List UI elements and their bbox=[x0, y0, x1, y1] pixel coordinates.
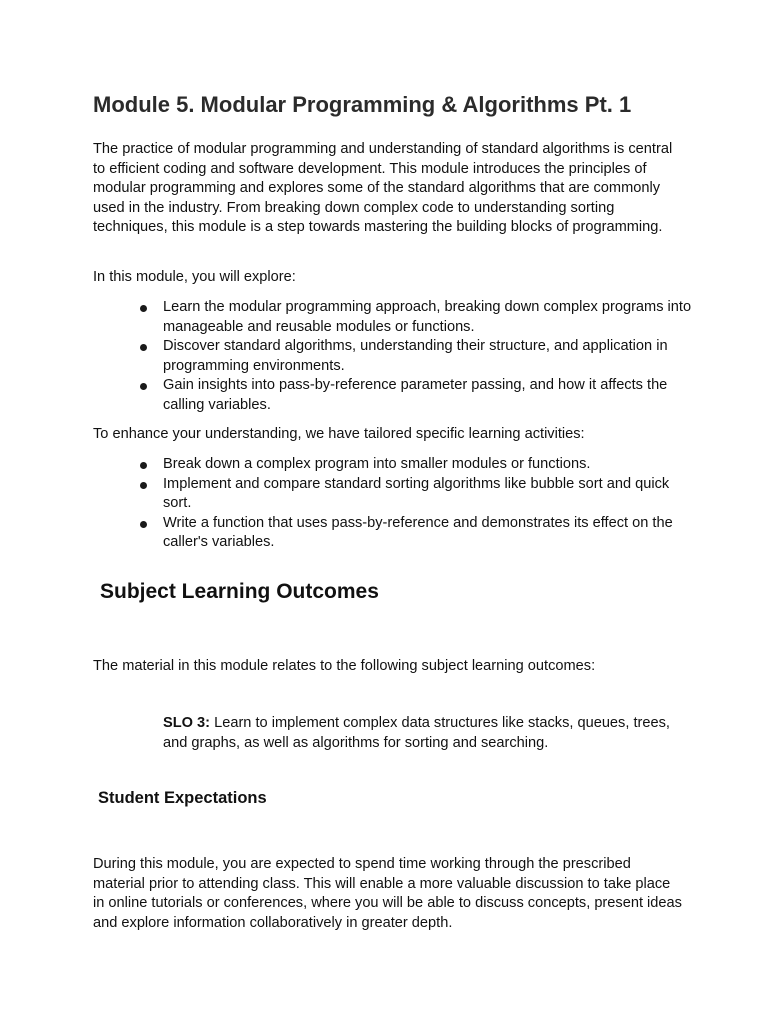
slo-item bbox=[163, 714, 683, 753]
list-item bbox=[140, 376, 700, 415]
bullet-icon bbox=[140, 462, 147, 469]
slo-intro: The material in this module relates to the following subject learning outcomes: bbox=[93, 658, 596, 674]
intro-paragraph: The practice of modular programming and understanding of standard algorithms is central to efficient coding and software development. This module introduces the principles of modular programming and explores some of the standard algorithms that are commonly used in the industry. From breaking down complex code to understanding sorting techniques, this module is a step towards mastering the building blocks of programming. bbox=[93, 141, 673, 235]
list-item bbox=[140, 337, 700, 376]
bullet-icon bbox=[140, 482, 147, 489]
list-item bbox=[140, 514, 700, 553]
list-item-text: Implement and compare standard sorting algorithms like bubble sort and quick sort. bbox=[163, 475, 670, 511]
enhance-label: To enhance your understanding, we have tailored specific learning activities: bbox=[93, 426, 585, 442]
slo-heading: Subject Learning Outcomes bbox=[100, 580, 379, 603]
bullet-icon bbox=[140, 383, 147, 390]
list-item-text: Break down a complex program into smaller modules or functions. bbox=[163, 456, 591, 472]
list-item-text: Write a function that uses pass-by-reference and demonstrates its effect on the caller's variables. bbox=[163, 514, 673, 550]
bullet-icon bbox=[140, 305, 147, 312]
list-item bbox=[140, 298, 700, 337]
list-item-text: Discover standard algorithms, understanding their structure, and application in programming environments. bbox=[163, 338, 668, 374]
list-item bbox=[140, 475, 700, 514]
list-item-text: Learn the modular programming approach, breaking down complex programs into manageable and reusable modules or functions. bbox=[163, 299, 692, 335]
expectations-heading: Student Expectations bbox=[98, 789, 267, 807]
explore-label: In this module, you will explore: bbox=[93, 269, 296, 285]
list-item-text: Gain insights into pass-by-reference parameter passing, and how it affects the calling variables. bbox=[163, 377, 668, 413]
list-item bbox=[140, 455, 700, 475]
bullet-icon bbox=[140, 521, 147, 528]
bullet-icon bbox=[140, 344, 147, 351]
page-title: Module 5. Modular Programming & Algorithms Pt. 1 bbox=[93, 92, 632, 117]
expectations-paragraph: During this module, you are expected to spend time working through the prescribed material prior to attending class. This will enable a more valuable discussion to take place in online tutorials or conferences, where you will be able to discuss concepts, present ideas and explore information collaboratively in greater depth. bbox=[93, 856, 682, 931]
explore-list bbox=[140, 298, 700, 415]
slo-label: SLO 3: bbox=[163, 715, 211, 731]
slo-text: Learn to implement complex data structures like stacks, queues, trees, and graphs, as well as algorithms for sorting and searching. bbox=[163, 715, 670, 751]
activities-list bbox=[140, 455, 700, 553]
